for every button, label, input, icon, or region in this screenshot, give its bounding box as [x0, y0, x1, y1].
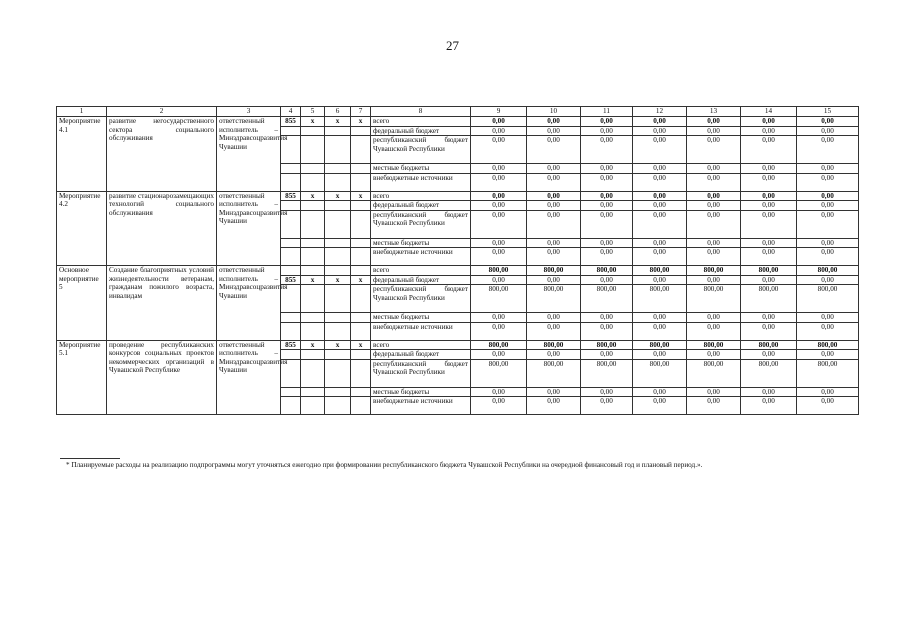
empty-cell — [301, 359, 325, 387]
header-cell: 15 — [797, 107, 859, 117]
amount-cell: 0,00 — [633, 210, 687, 238]
header-cell: 10 — [527, 107, 581, 117]
amount-cell: 0,00 — [797, 117, 859, 127]
empty-cell — [281, 164, 301, 174]
amount-cell: 0,00 — [527, 238, 581, 248]
amount-cell: 0,00 — [797, 322, 859, 340]
code-x: x — [301, 340, 325, 350]
amount-cell: 0,00 — [741, 164, 797, 174]
empty-cell — [281, 387, 301, 397]
amount-cell: 0,00 — [471, 322, 527, 340]
amount-cell: 0,00 — [471, 313, 527, 323]
amount-cell: 0,00 — [527, 117, 581, 127]
empty-cell — [301, 201, 325, 211]
amount-cell: 0,00 — [527, 201, 581, 211]
header-cell: 13 — [687, 107, 741, 117]
amount-cell: 0,00 — [527, 322, 581, 340]
empty-cell — [301, 210, 325, 238]
empty-cell — [325, 322, 351, 340]
amount-cell: 800,00 — [527, 359, 581, 387]
empty-cell — [301, 350, 325, 360]
amount-cell: 0,00 — [741, 201, 797, 211]
amount-cell: 0,00 — [687, 173, 741, 191]
amount-cell: 800,00 — [687, 340, 741, 350]
amount-cell: 0,00 — [797, 210, 859, 238]
header-cell: 5 — [301, 107, 325, 117]
amount-cell: 800,00 — [471, 340, 527, 350]
funding-source: республиканский бюджет Чувашской Республики — [371, 136, 471, 164]
amount-cell: 0,00 — [633, 313, 687, 323]
amount-cell: 0,00 — [797, 136, 859, 164]
budget-code: 855 — [281, 275, 301, 285]
empty-cell — [351, 210, 371, 238]
empty-cell — [301, 164, 325, 174]
amount-cell: 0,00 — [527, 275, 581, 285]
amount-cell: 0,00 — [687, 201, 741, 211]
amount-cell: 0,00 — [471, 238, 527, 248]
funding-source: всего — [371, 117, 471, 127]
amount-cell: 0,00 — [797, 164, 859, 174]
amount-cell: 0,00 — [581, 126, 633, 136]
empty-cell — [325, 266, 351, 276]
amount-cell: 0,00 — [741, 248, 797, 266]
amount-cell: 0,00 — [527, 387, 581, 397]
amount-cell: 0,00 — [527, 173, 581, 191]
measure-description: Создание благоприятных условий жизнедеятельности ветеранам, гражданам пожилого возраста, инвалидам — [107, 266, 217, 341]
empty-cell — [301, 266, 325, 276]
amount-cell: 0,00 — [471, 164, 527, 174]
empty-cell — [301, 173, 325, 191]
amount-cell: 800,00 — [527, 266, 581, 276]
measure-name: Мероприятие 4.2 — [57, 191, 107, 266]
empty-cell — [351, 397, 371, 415]
funding-source: республиканский бюджет Чувашской Республики — [371, 210, 471, 238]
empty-cell — [301, 322, 325, 340]
table-row — [57, 340, 859, 350]
amount-cell: 0,00 — [797, 248, 859, 266]
empty-cell — [351, 248, 371, 266]
amount-cell: 0,00 — [527, 313, 581, 323]
amount-cell: 0,00 — [581, 397, 633, 415]
amount-cell: 0,00 — [471, 126, 527, 136]
funding-source: местные бюджеты — [371, 313, 471, 323]
empty-cell — [325, 248, 351, 266]
amount-cell: 0,00 — [687, 387, 741, 397]
empty-cell — [301, 238, 325, 248]
funding-source: внебюджетные источники — [371, 322, 471, 340]
amount-cell: 0,00 — [741, 350, 797, 360]
amount-cell: 0,00 — [633, 201, 687, 211]
amount-cell: 800,00 — [741, 340, 797, 350]
amount-cell: 0,00 — [687, 164, 741, 174]
empty-cell — [325, 313, 351, 323]
amount-cell: 0,00 — [797, 126, 859, 136]
amount-cell: 800,00 — [741, 266, 797, 276]
amount-cell: 0,00 — [687, 117, 741, 127]
measure-description: развитие негосударственного сектора социального обслуживания — [107, 117, 217, 192]
amount-cell: 800,00 — [581, 359, 633, 387]
responsible-executor: ответственный исполнитель – Минздравсоцразвития Чувашии — [217, 340, 281, 415]
amount-cell: 0,00 — [581, 173, 633, 191]
amount-cell: 0,00 — [797, 191, 859, 201]
budget-code: 855 — [281, 340, 301, 350]
amount-cell: 0,00 — [633, 322, 687, 340]
amount-cell: 0,00 — [581, 248, 633, 266]
empty-cell — [351, 387, 371, 397]
funding-source: федеральный бюджет — [371, 350, 471, 360]
code-x: x — [301, 117, 325, 127]
amount-cell: 0,00 — [741, 191, 797, 201]
responsible-executor: ответственный исполнитель – Минздравсоцразвития Чувашии — [217, 117, 281, 192]
amount-cell: 0,00 — [797, 173, 859, 191]
amount-cell: 0,00 — [797, 387, 859, 397]
amount-cell: 800,00 — [527, 340, 581, 350]
amount-cell: 800,00 — [633, 266, 687, 276]
empty-cell — [325, 285, 351, 313]
amount-cell: 0,00 — [741, 397, 797, 415]
amount-cell: 0,00 — [633, 173, 687, 191]
empty-cell — [281, 248, 301, 266]
amount-cell: 800,00 — [633, 340, 687, 350]
funding-source: местные бюджеты — [371, 387, 471, 397]
amount-cell: 0,00 — [471, 201, 527, 211]
code-x: x — [351, 275, 371, 285]
amount-cell: 800,00 — [581, 340, 633, 350]
amount-cell: 0,00 — [687, 238, 741, 248]
amount-cell: 0,00 — [471, 173, 527, 191]
amount-cell: 800,00 — [633, 359, 687, 387]
empty-cell — [325, 164, 351, 174]
amount-cell: 800,00 — [687, 266, 741, 276]
empty-cell — [351, 359, 371, 387]
amount-cell: 0,00 — [741, 238, 797, 248]
footnote: * Планируемые расходы на реализацию подпрограммы могут уточняться ежегодно при формировании республиканского бюджета Чувашской Республики на очередной финансовый год и плановый период.». — [66, 461, 703, 469]
amount-cell: 0,00 — [581, 117, 633, 127]
amount-cell: 0,00 — [527, 397, 581, 415]
funding-source: федеральный бюджет — [371, 126, 471, 136]
amount-cell: 0,00 — [471, 117, 527, 127]
amount-cell: 0,00 — [741, 387, 797, 397]
code-x: x — [301, 191, 325, 201]
amount-cell: 0,00 — [633, 248, 687, 266]
amount-cell: 800,00 — [797, 340, 859, 350]
empty-cell — [301, 248, 325, 266]
empty-cell — [325, 126, 351, 136]
amount-cell: 0,00 — [741, 313, 797, 323]
empty-cell — [351, 266, 371, 276]
amount-cell: 0,00 — [581, 164, 633, 174]
empty-cell — [351, 164, 371, 174]
empty-cell — [351, 136, 371, 164]
empty-cell — [325, 350, 351, 360]
amount-cell: 0,00 — [471, 397, 527, 415]
amount-cell: 800,00 — [471, 359, 527, 387]
footnote-divider — [60, 458, 120, 459]
amount-cell: 0,00 — [581, 387, 633, 397]
funding-source: федеральный бюджет — [371, 275, 471, 285]
empty-cell — [351, 322, 371, 340]
code-x: x — [301, 275, 325, 285]
budget-code: 855 — [281, 191, 301, 201]
amount-cell: 0,00 — [581, 201, 633, 211]
amount-cell: 800,00 — [797, 359, 859, 387]
measure-name: Мероприятие 4.1 — [57, 117, 107, 192]
header-cell: 4 — [281, 107, 301, 117]
amount-cell: 0,00 — [633, 275, 687, 285]
empty-cell — [351, 126, 371, 136]
funding-source: республиканский бюджет Чувашской Республики — [371, 285, 471, 313]
amount-cell: 0,00 — [687, 191, 741, 201]
measure-description: развитие стационарозамещающих технологий социального обслуживания — [107, 191, 217, 266]
code-x: x — [351, 191, 371, 201]
funding-source: местные бюджеты — [371, 238, 471, 248]
budget-code: 855 — [281, 117, 301, 127]
empty-cell — [351, 313, 371, 323]
amount-cell: 0,00 — [633, 136, 687, 164]
empty-cell — [325, 136, 351, 164]
amount-cell: 0,00 — [581, 191, 633, 201]
amount-cell: 800,00 — [581, 285, 633, 313]
measure-name: Мероприятие 5.1 — [57, 340, 107, 415]
amount-cell: 0,00 — [527, 210, 581, 238]
empty-cell — [351, 201, 371, 211]
amount-cell: 800,00 — [471, 266, 527, 276]
amount-cell: 0,00 — [527, 164, 581, 174]
amount-cell: 0,00 — [581, 313, 633, 323]
measure-name: Основное мероприятие 5 — [57, 266, 107, 341]
responsible-executor: ответственный исполнитель – Минздравсоцразвития Чувашии — [217, 191, 281, 266]
empty-cell — [281, 313, 301, 323]
table-body — [57, 107, 859, 415]
amount-cell: 0,00 — [687, 313, 741, 323]
measure-description: проведение республиканских конкурсов социальных проектов некоммерческих организаций в Чувашской Республике — [107, 340, 217, 415]
funding-table — [56, 106, 859, 415]
amount-cell: 0,00 — [527, 350, 581, 360]
table-row — [57, 117, 859, 127]
code-x: x — [325, 340, 351, 350]
empty-cell — [301, 387, 325, 397]
amount-cell: 0,00 — [797, 397, 859, 415]
amount-cell: 0,00 — [581, 350, 633, 360]
amount-cell: 0,00 — [741, 117, 797, 127]
funding-source: местные бюджеты — [371, 164, 471, 174]
empty-cell — [301, 136, 325, 164]
empty-cell — [301, 285, 325, 313]
amount-cell: 0,00 — [633, 238, 687, 248]
amount-cell: 0,00 — [581, 238, 633, 248]
funding-source: республиканский бюджет Чувашской Республики — [371, 359, 471, 387]
amount-cell: 0,00 — [527, 248, 581, 266]
empty-cell — [281, 266, 301, 276]
amount-cell: 0,00 — [741, 322, 797, 340]
amount-cell: 0,00 — [633, 117, 687, 127]
amount-cell: 0,00 — [797, 201, 859, 211]
amount-cell: 0,00 — [797, 275, 859, 285]
header-cell: 11 — [581, 107, 633, 117]
amount-cell: 0,00 — [687, 350, 741, 360]
amount-cell: 800,00 — [581, 266, 633, 276]
amount-cell: 0,00 — [633, 126, 687, 136]
code-x: x — [351, 117, 371, 127]
amount-cell: 0,00 — [741, 126, 797, 136]
amount-cell: 0,00 — [687, 136, 741, 164]
code-x: x — [325, 117, 351, 127]
empty-cell — [325, 201, 351, 211]
amount-cell: 800,00 — [687, 285, 741, 313]
code-x: x — [351, 340, 371, 350]
amount-cell: 800,00 — [797, 285, 859, 313]
amount-cell: 0,00 — [633, 164, 687, 174]
header-cell: 2 — [107, 107, 217, 117]
empty-cell — [325, 173, 351, 191]
empty-cell — [325, 387, 351, 397]
empty-cell — [281, 397, 301, 415]
amount-cell: 0,00 — [687, 322, 741, 340]
empty-cell — [351, 285, 371, 313]
amount-cell: 0,00 — [633, 191, 687, 201]
funding-source: всего — [371, 340, 471, 350]
amount-cell: 0,00 — [633, 397, 687, 415]
amount-cell: 800,00 — [687, 359, 741, 387]
header-cell: 14 — [741, 107, 797, 117]
funding-source: внебюджетные источники — [371, 173, 471, 191]
amount-cell: 0,00 — [741, 136, 797, 164]
amount-cell: 800,00 — [797, 266, 859, 276]
amount-cell: 0,00 — [687, 126, 741, 136]
amount-cell: 0,00 — [741, 210, 797, 238]
amount-cell: 0,00 — [471, 275, 527, 285]
empty-cell — [301, 126, 325, 136]
amount-cell: 0,00 — [471, 210, 527, 238]
header-cell: 3 — [217, 107, 281, 117]
amount-cell: 0,00 — [797, 350, 859, 360]
amount-cell: 0,00 — [633, 387, 687, 397]
empty-cell — [325, 238, 351, 248]
amount-cell: 0,00 — [633, 350, 687, 360]
code-x: x — [325, 191, 351, 201]
header-cell: 1 — [57, 107, 107, 117]
empty-cell — [325, 359, 351, 387]
code-x: x — [325, 275, 351, 285]
amount-cell: 0,00 — [527, 191, 581, 201]
amount-cell: 800,00 — [741, 285, 797, 313]
page-number: 27 — [446, 38, 459, 53]
amount-cell: 800,00 — [741, 359, 797, 387]
amount-cell: 0,00 — [471, 387, 527, 397]
empty-cell — [301, 397, 325, 415]
table-row — [57, 191, 859, 201]
empty-cell — [281, 322, 301, 340]
amount-cell: 0,00 — [471, 191, 527, 201]
amount-cell: 0,00 — [527, 126, 581, 136]
amount-cell: 0,00 — [471, 136, 527, 164]
amount-cell: 800,00 — [527, 285, 581, 313]
amount-cell: 0,00 — [741, 173, 797, 191]
amount-cell: 800,00 — [633, 285, 687, 313]
header-cell: 9 — [471, 107, 527, 117]
amount-cell: 0,00 — [687, 275, 741, 285]
table-row — [57, 266, 859, 276]
funding-source: внебюджетные источники — [371, 397, 471, 415]
header-cell: 6 — [325, 107, 351, 117]
header-cell: 8 — [371, 107, 471, 117]
funding-source: федеральный бюджет — [371, 201, 471, 211]
empty-cell — [351, 173, 371, 191]
amount-cell: 0,00 — [581, 275, 633, 285]
empty-cell — [301, 313, 325, 323]
amount-cell: 0,00 — [581, 136, 633, 164]
amount-cell: 0,00 — [471, 248, 527, 266]
empty-cell — [281, 238, 301, 248]
funding-source: всего — [371, 266, 471, 276]
empty-cell — [351, 238, 371, 248]
funding-source: внебюджетные источники — [371, 248, 471, 266]
empty-cell — [351, 350, 371, 360]
amount-cell: 0,00 — [741, 275, 797, 285]
amount-cell: 0,00 — [527, 136, 581, 164]
empty-cell — [325, 210, 351, 238]
header-cell: 7 — [351, 107, 371, 117]
empty-cell — [325, 397, 351, 415]
responsible-executor: ответственный исполнитель – Минздравсоцразвития Чувашии — [217, 266, 281, 341]
amount-cell: 0,00 — [581, 210, 633, 238]
header-cell: 12 — [633, 107, 687, 117]
amount-cell: 0,00 — [581, 322, 633, 340]
empty-cell — [281, 173, 301, 191]
funding-source: всего — [371, 191, 471, 201]
amount-cell: 0,00 — [471, 350, 527, 360]
amount-cell: 800,00 — [471, 285, 527, 313]
amount-cell: 0,00 — [687, 248, 741, 266]
amount-cell: 0,00 — [797, 313, 859, 323]
amount-cell: 0,00 — [687, 397, 741, 415]
amount-cell: 0,00 — [797, 238, 859, 248]
amount-cell: 0,00 — [687, 210, 741, 238]
header-row — [57, 107, 859, 117]
